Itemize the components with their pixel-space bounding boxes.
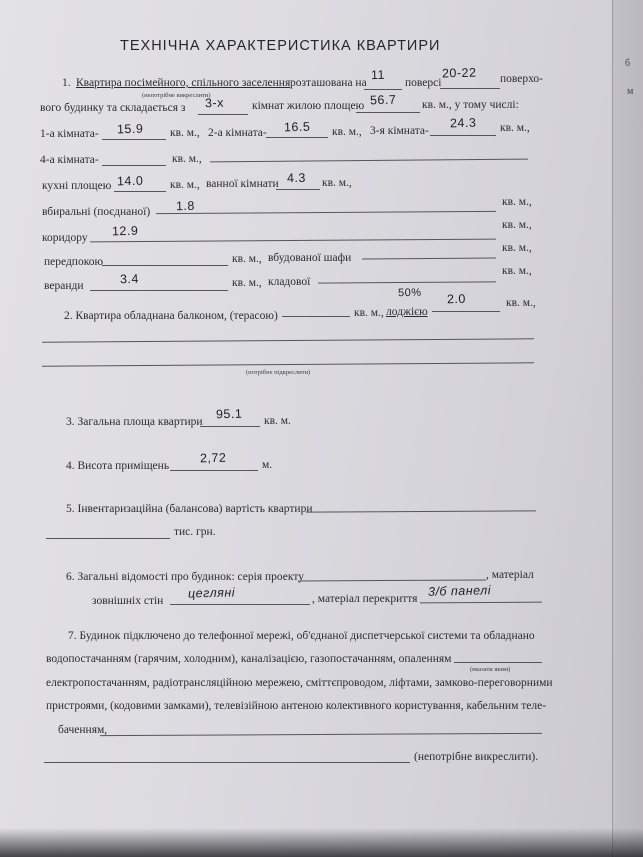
s7-line4: пристроями, (кодовими замками), телевізійною антеною колективного користування, кабельним теле- (46, 700, 547, 712)
hw-pct: 50% (397, 286, 422, 300)
room1-label: 1-а кімната- (40, 128, 99, 140)
corridor-label: коридору (42, 232, 88, 244)
hw-floors: 20-22 (441, 65, 477, 81)
s4-unit: м. (262, 459, 273, 471)
hw-room3: 24.3 (449, 115, 477, 131)
s7-note: (непотрібне викреслити). (414, 751, 539, 763)
kitchen-unit: кв. м., (170, 179, 200, 191)
s1-storey-label: поверхо- (500, 73, 544, 85)
hw-rooms: 3-х (204, 95, 225, 111)
hw-balcony: 2.0 (446, 291, 467, 307)
s7-line3: електропостачанням, радіотрансляційною мережею, сміттєпроводом, ліфтами, замково-переговорними (46, 677, 553, 689)
closet-label: вбудованої шафи (268, 252, 352, 264)
room3-label: 3-я кімната- (370, 125, 429, 137)
hw-veranda: 3.4 (119, 271, 140, 287)
hw-floor: 11 (370, 67, 386, 83)
hw-room1: 15.9 (116, 121, 144, 137)
s6-ceiling-label: , матеріал перекриття (312, 593, 418, 605)
hw-corridor: 12.9 (111, 223, 139, 239)
hw-total-area: 95.1 (215, 406, 243, 422)
room4-label: 4-а кімната- (40, 154, 99, 166)
hw-walls: цегляні (187, 585, 236, 601)
s7-line5: баченням, (58, 724, 108, 736)
s1-incl: кв. м., у тому числі: (422, 99, 519, 111)
toilet-unit: кв. м., (502, 196, 532, 208)
s2-unit: кв. м., (354, 307, 384, 319)
s7-line1: 7. Будинок підключено до телефонної мережі, об'єднаної диспетчерської системи та обладнано (68, 630, 535, 642)
page-title: ТЕХНІЧНА ХАРАКТЕРИСТИКА КВАРТИРИ (120, 38, 441, 54)
hw-ceiling: 3/б панелі (427, 583, 492, 599)
room3-unit: кв. м., (500, 122, 530, 134)
s2-loggia: лоджією (386, 306, 428, 318)
s1-floor-label: поверсі (405, 77, 442, 89)
room2-label: 2-а кімната- (208, 127, 267, 139)
edge-letter-mid: м (627, 86, 634, 97)
hw-kitchen: 14.0 (116, 173, 144, 189)
storage-unit: кв. м., (502, 265, 532, 277)
s2-unit-end: кв. м., (506, 297, 536, 309)
room2-unit: кв. м., (332, 126, 362, 138)
hw-bath: 4.3 (286, 170, 307, 186)
kitchen-label: кухні площею (42, 180, 112, 192)
note-delete-1: (непотрібне викреслити) (142, 92, 211, 99)
s5-text: 5. Інвентаризаційна (балансова) вартість квартири (66, 503, 313, 515)
storage-label: кладової (268, 276, 311, 288)
s6-material: , матеріал (486, 569, 534, 581)
bath-label: ванної кімнати (206, 178, 279, 190)
note-needed: (потрібне підкреслити) (246, 369, 311, 376)
hw-toilet: 1.8 (175, 198, 196, 214)
veranda-label: веранди (44, 280, 84, 292)
s1-living-label: кімнат жилою площею (252, 100, 365, 112)
hw-height: 2,72 (199, 450, 227, 466)
toilet-label: вбиральні (поєднаної) (42, 206, 151, 218)
room4-unit: кв. м., (172, 153, 202, 165)
bottom-shadow (0, 828, 643, 857)
s2-text: 2. Квартира обладнана балконом, (терасою) (64, 310, 278, 322)
s6-text: 6. Загальні відомості про будинок: серія проекту (66, 571, 304, 583)
bath-unit: кв. м., (322, 177, 352, 189)
s1-number: 1. (62, 77, 71, 89)
closet-unit: кв. м., (502, 242, 532, 254)
s7-line2: водопостачанням (гарячим, холодним), каналізацією, газопостачанням, опаленням (46, 653, 452, 665)
adjacent-page (612, 0, 643, 857)
hall-unit-text: кв. м., (232, 253, 262, 265)
s5-unit: тис. грн. (174, 526, 216, 538)
s1-consists: вого будинку та складається з (40, 102, 186, 114)
s3-unit: кв. м. (264, 415, 291, 427)
room1-unit: кв. м., (170, 127, 200, 139)
s3-text: 3. Загальна площа квартири (66, 416, 203, 428)
s4-text: 4. Висота приміщень (66, 460, 170, 472)
s1-apartment-type: Квартира посімейного, спільного заселення (76, 77, 291, 89)
edge-letter-top: б (625, 58, 631, 69)
corridor-unit: кв. м., (502, 219, 532, 231)
veranda-unit: кв. м., (232, 277, 262, 289)
hall-label: передпокою (44, 256, 104, 268)
note-specify: (вказати яким) (470, 666, 511, 673)
s1-located: розташована на (290, 77, 367, 89)
hw-room2: 16.5 (283, 119, 311, 135)
hw-living: 56.7 (369, 92, 397, 108)
s6-walls-label: зовнішніх стін (92, 595, 164, 607)
